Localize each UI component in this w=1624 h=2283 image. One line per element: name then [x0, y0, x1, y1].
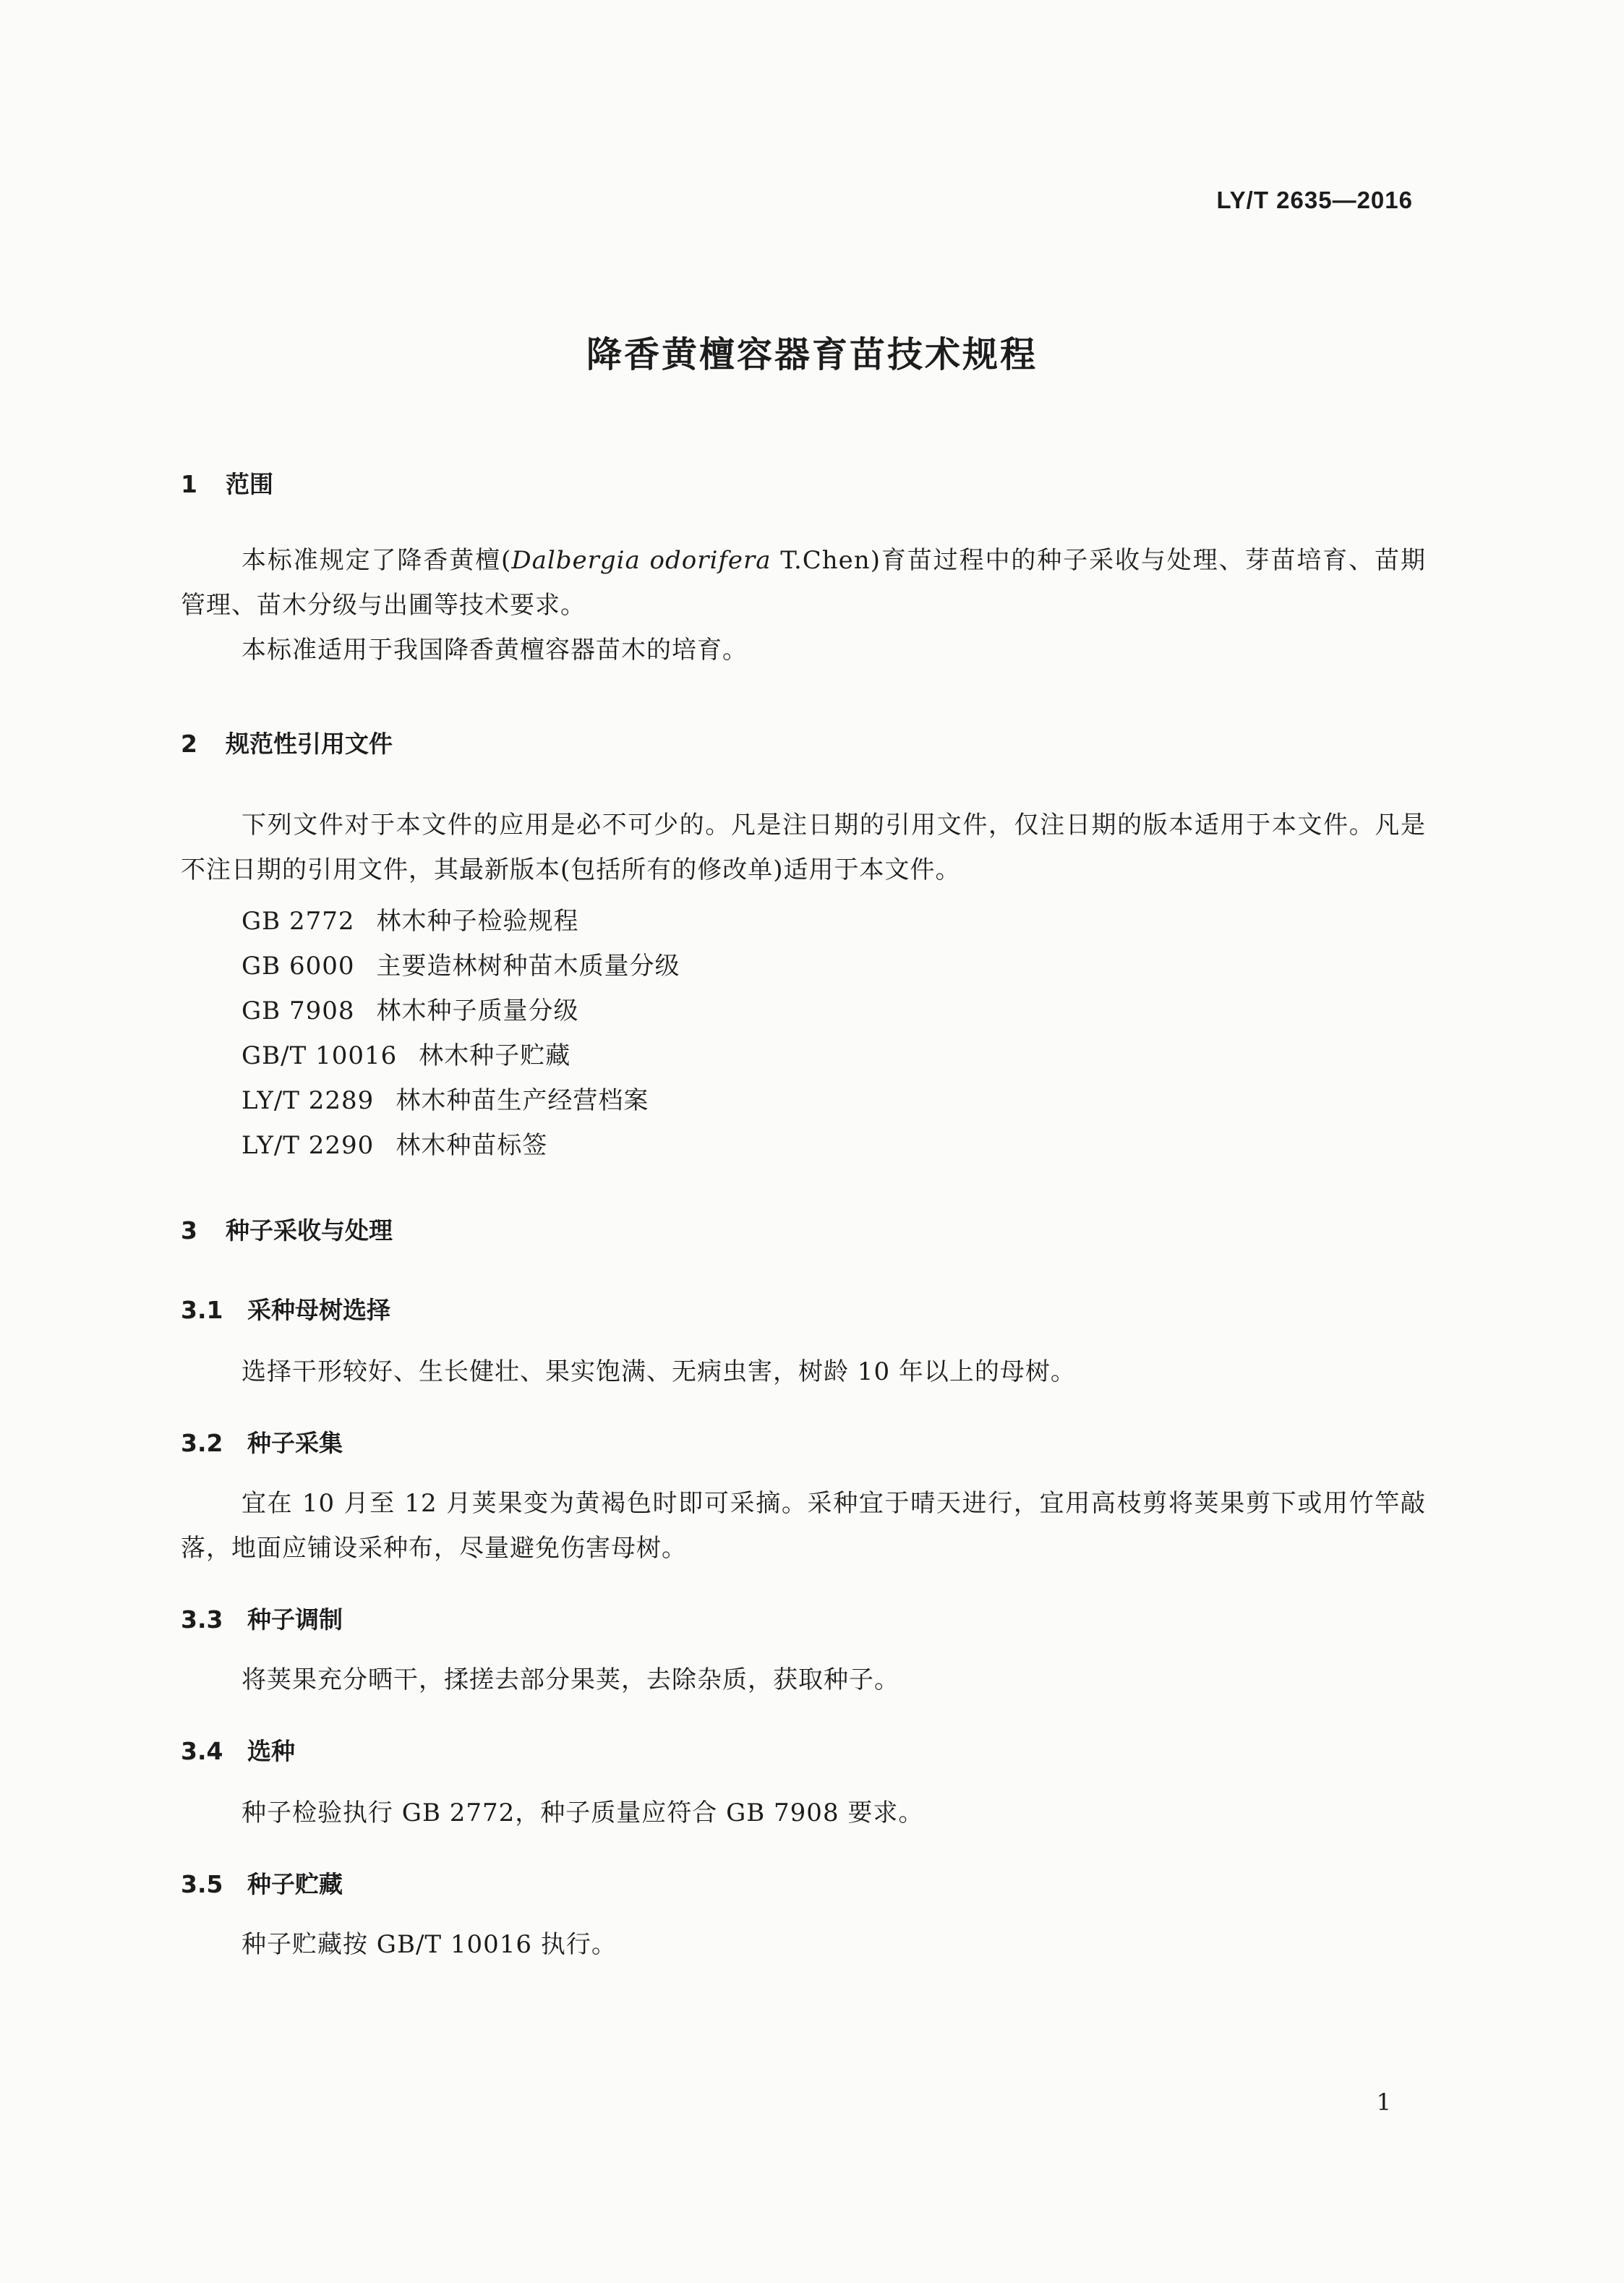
section-title: 种子采收与处理 — [226, 1216, 393, 1245]
section-heading-2 — [181, 725, 393, 759]
subsection-text: 种子贮藏按 GB/T 10016 执行。 — [242, 1930, 617, 1959]
scope-paragraph-1 — [181, 538, 1426, 628]
reference-item — [242, 1125, 547, 1161]
subsection-heading-3-4 — [181, 1733, 295, 1767]
reference-name: 林木种子质量分级 — [376, 997, 579, 1025]
subsection-text: 种子检验执行 GB 2772，种子质量应符合 GB 7908 要求。 — [242, 1798, 924, 1827]
standard-code: LY/T 2635—2016 — [1216, 187, 1413, 213]
reference-code: GB 7908 — [242, 997, 355, 1025]
subsection-heading-3-5 — [181, 1866, 343, 1900]
reference-item — [242, 946, 680, 981]
reference-item — [242, 991, 578, 1026]
reference-item — [242, 901, 578, 936]
section-number: 1 — [181, 470, 197, 498]
references-intro: 下列文件对于本文件的应用是必不可少的。凡是注日期的引用文件，仅注日期的版本适用于本文件。凡是不注日期的引用文件，其最新版本(包括所有的修改单)适用于本文件。 — [181, 811, 1426, 884]
scope-text-start: 本标准规定了降香黄檀( — [242, 546, 512, 575]
subsection-title: 选种 — [247, 1737, 295, 1765]
subsection-number: 3.3 — [181, 1605, 223, 1634]
subsection-heading-3-1 — [181, 1292, 390, 1326]
latin-species-name: Dalbergia odorifera — [511, 546, 772, 575]
section-title: 范围 — [226, 470, 273, 498]
reference-code: GB 2772 — [242, 907, 355, 936]
subsection-number: 3.5 — [181, 1870, 223, 1898]
reference-name: 林木种子贮藏 — [419, 1041, 571, 1070]
document-title: 降香黄檀容器育苗技术规程 — [586, 334, 1038, 375]
subsection-number: 3.1 — [181, 1296, 223, 1324]
reference-code: LY/T 2290 — [242, 1131, 375, 1160]
subsection-title: 种子采集 — [247, 1429, 343, 1457]
section-heading-1 — [181, 466, 273, 500]
subsection-title: 采种母树选择 — [247, 1296, 390, 1324]
subsection-title: 种子调制 — [247, 1605, 343, 1634]
section-title: 规范性引用文件 — [226, 730, 393, 758]
subsection-title: 种子贮藏 — [247, 1870, 343, 1898]
subsection-text: 将荚果充分晒干，揉搓去部分果荚，去除杂质，获取种子。 — [242, 1665, 899, 1694]
scope-text-end: T.Chen)育苗过程中的种子采收与处理、芽苗培育、苗期管理、苗木分级与出圃等技术要求。 — [181, 546, 1426, 620]
reference-code: LY/T 2289 — [242, 1086, 375, 1115]
subsection-number: 3.2 — [181, 1429, 223, 1457]
subsection-text: 宜在 10 月至 12 月荚果变为黄褐色时即可采摘。采种宜于晴天进行，宜用高枝剪将荚果剪下或用竹竿敲落，地面应铺设采种布，尽量避免伤害母树。 — [181, 1489, 1426, 1563]
subsection-text: 选择干形较好、生长健壮、果实饱满、无病虫害，树龄 10 年以上的母树。 — [242, 1357, 1076, 1386]
section-number: 2 — [181, 730, 197, 758]
subsection-number: 3.4 — [181, 1737, 223, 1765]
reference-code: GB/T 10016 — [242, 1041, 398, 1070]
reference-item — [242, 1080, 649, 1116]
reference-name: 林木种子检验规程 — [376, 907, 579, 936]
subsection-heading-3-3 — [181, 1601, 343, 1635]
section-heading-3 — [181, 1212, 393, 1246]
scope-paragraph-2: 本标准适用于我国降香黄檀容器苗木的培育。 — [242, 636, 748, 665]
page-number: 1 — [1376, 2088, 1391, 2116]
section-number: 3 — [181, 1216, 197, 1245]
reference-name: 林木种苗标签 — [396, 1131, 548, 1160]
subsection-heading-3-2 — [181, 1425, 343, 1459]
reference-name: 主要造林树种苗木质量分级 — [376, 952, 680, 981]
reference-name: 林木种苗生产经营档案 — [396, 1086, 649, 1115]
reference-item — [242, 1036, 570, 1071]
reference-code: GB 6000 — [242, 952, 355, 981]
